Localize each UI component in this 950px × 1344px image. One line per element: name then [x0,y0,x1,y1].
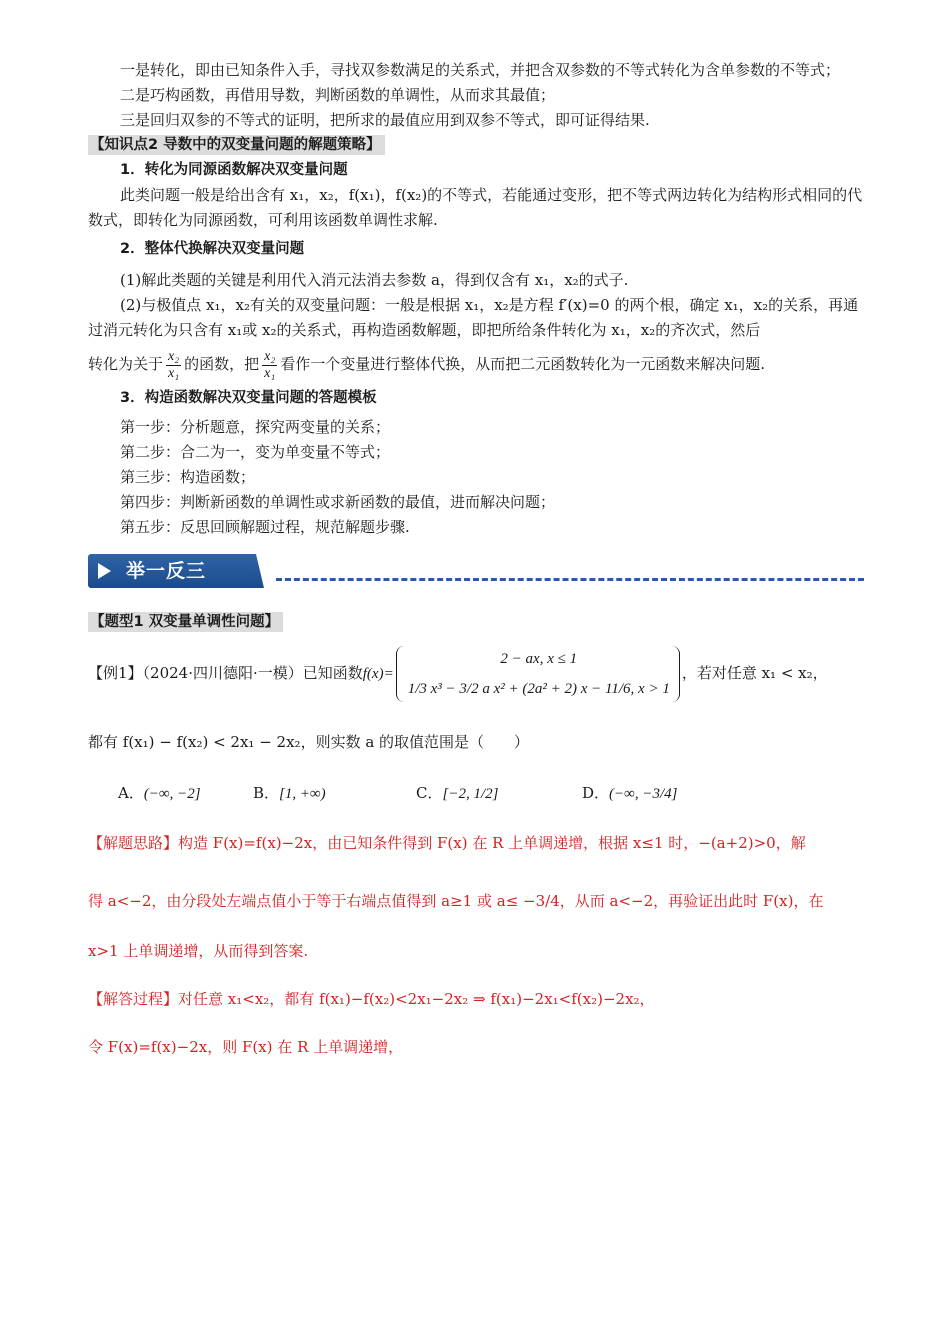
intro-line-2: 二是巧构函数，再借用导数，判断函数的单调性，从而求其最值； [120,86,556,104]
intro-line-1: 一是转化，即由已知条件入手，寻找双参数满足的关系式，并把含双参数的不等式转化为含单参数的不等式； [120,61,841,79]
example-question: 都有 f(x₁) − f(x₂) < 2x₁ − 2x₂，则实数 a 的取值范围是（ ） [88,733,530,751]
solution-process-line-2: 令 F(x)=f(x)−2x，则 F(x) 在 R 上单调递增， [88,1038,404,1056]
banner-dashed-line [276,578,864,581]
piecewise-case-1: 2 − ax, x ≤ 1 [500,651,578,667]
section-2-para-3: 转化为关于 $\frac{\text{x₂}}{\text{x₁}}$ 的函数，把 $\frac{\text{x₂}}{\text{x₁}}$ 看作一个变量进行整体代换，从而把二元函数转化为一元函数来解决问题. [88,348,765,381]
knowledge-point-2-heading: 【知识点2 导数中的双变量问题的解题策略】 [88,135,385,155]
option-d[interactable]: D．(−∞, −3/4] [582,784,678,802]
solution-idea-label: 【解题思路】 [88,834,179,852]
step-item: 第一步：分析题意，探究两变量的关系； [120,418,391,436]
piecewise-case-2: 1/3 x³ − 3/2 a x² + (2a² + 2) x − 11/6, x > 1 [407,681,670,697]
template-steps [88,415,864,540]
section-banner [88,554,864,588]
play-triangle-icon [98,563,111,579]
fraction-x2-over-x1: $\frac{\text{x₂}}{\text{x₁}}$ [168,348,180,381]
section-2-para-2: (2)与极值点 x₁，x₂有关的双变量问题：一般是根据 x₁，x₂是方程 f′(x)=0 的两个根，确定 x₁，x₂的关系，再通过消元转化为只含有 x₁或 x₂的关系式，再构造函数解题，即把所给条件转化为 x₁，x₂的齐次式，然后 [88,296,859,339]
solution-process [88,984,864,1062]
option-b[interactable]: B．[1, +∞) [253,784,326,802]
solution-idea [88,828,864,966]
solution-process-line-1: 对任意 x₁<x₂，都有 f(x₁)−f(x₂)<2x₁−2x₂ ⇒ f(x₁)−2x₁<f(x₂)−2x₂， [178,990,655,1008]
solution-idea-line-2: 得 a<−2，由分段处左端点值小于等于右端点值得到 a≥1 或 a≤ −3/4，从而 a<−2，再验证出此时 F(x)，在 [88,892,824,910]
banner-label: 举一反三 [126,560,207,582]
example-label: 【例1】（2024·四川德阳·一模）已知函数 [88,664,363,682]
option-a[interactable]: A．(−∞, −2] [118,784,201,802]
step-item: 第五步：反思回顾解题过程，规范解题步骤. [120,518,410,536]
document-page [88,58,864,1062]
step-item: 第三步：构造函数； [120,468,256,486]
section-3-title: 3．构造函数解决双变量问题的答题模板 [120,390,377,406]
example-1 [88,644,864,704]
answer-options [88,773,864,814]
solution-idea-line-1: 构造 F(x)=f(x)−2x，由已知条件得到 F(x) 在 R 上单调递增，根据 x≤1 时，−(a+2)>0，解 [178,834,806,852]
section-1-text: 此类问题一般是给出含有 x₁，x₂，f(x₁)，f(x₂)的不等式，若能通过变形，把不等式两边转化为结构形式相同的代数式，即转化为同源函数，可利用该函数单调性求解. [88,186,863,229]
step-item: 第二步：合二为一，变为单变量不等式； [120,443,391,461]
intro-line-3: 三是回归双参的不等式的证明，把所求的最值应用到双参不等式，即可证得结果. [120,111,650,129]
section-2-para-1: (1)解此类题的关键是利用代入消元法消去参数 a，得到仅含有 x₁，x₂的式子. [120,271,629,289]
section-1-title: 1．转化为同源函数解决双变量问题 [120,162,348,178]
solution-idea-line-3: x>1 上单调递增，从而得到答案. [88,942,309,960]
step-item: 第四步：判断新函数的单调性或求新函数的最值，进而解决问题； [120,493,556,511]
section-2-title: 2．整体代换解决双变量问题 [120,241,305,257]
piecewise-function [394,644,682,704]
function-name: f(x)= [362,666,394,682]
option-c[interactable]: C．[−2, 1/2] [416,784,499,802]
example-condition: ，若对任意 x₁ < x₂， [681,664,828,682]
fraction-x2-over-x1: $\frac{\text{x₂}}{\text{x₁}}$ [264,348,276,381]
type-1-heading: 【题型1 双变量单调性问题】 [88,612,283,632]
solution-process-label: 【解答过程】 [88,990,179,1008]
